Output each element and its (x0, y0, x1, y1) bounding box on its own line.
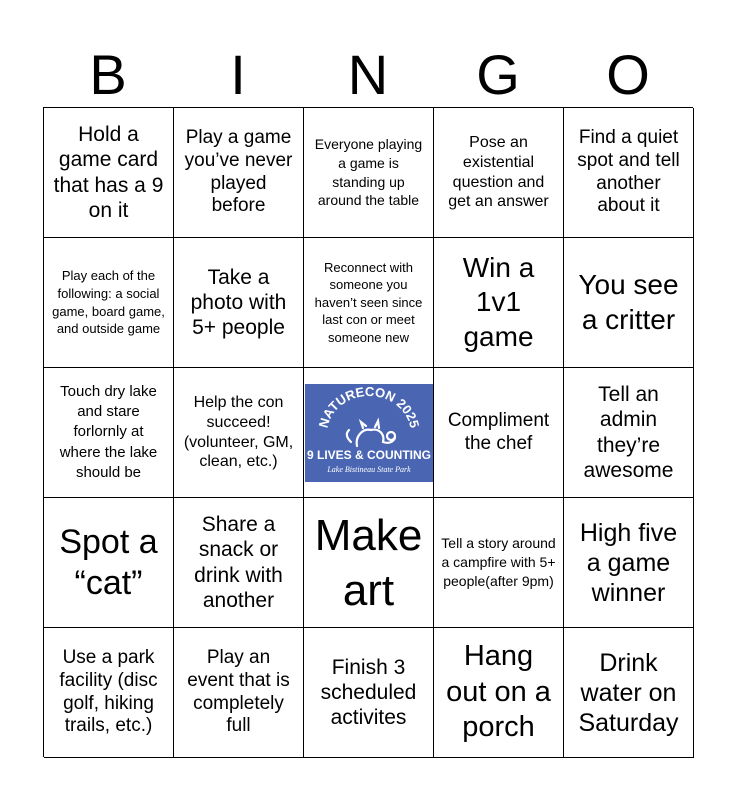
logo-location: Lake Bistineau State Park (326, 464, 411, 474)
logo-art (305, 384, 433, 482)
bingo-cell-r4c4[interactable]: Tell a story around a campfire with 5+ people(after 9pm) (434, 498, 564, 628)
bingo-header (43, 44, 693, 106)
bingo-cell-free-logo[interactable] (304, 368, 434, 498)
logo-subtitle: 9 LIVES & COUNTING (306, 447, 431, 462)
bingo-cell-r5c2[interactable]: Play an event that is completely full (174, 628, 304, 758)
naturecon-logo (305, 384, 433, 482)
bingo-cell-r1c3[interactable]: Everyone playing a game is standing up around the table (304, 108, 434, 238)
logo-title-text: NATURECON 2025 (315, 383, 422, 429)
bingo-cell-r5c3[interactable]: Finish 3 scheduled activites (304, 628, 434, 758)
bingo-cell-r4c2[interactable]: Share a snack or drink with another (174, 498, 304, 628)
bingo-cell-r5c1[interactable]: Use a park facility (disc golf, hiking trails, etc.) (44, 628, 174, 758)
bingo-cell-r2c3[interactable]: Reconnect with someone you haven’t seen since last con or meet someone new (304, 238, 434, 368)
bingo-cell-r1c4[interactable]: Pose an existential question and get an answer (434, 108, 564, 238)
bingo-cell-r3c4[interactable]: Compliment the chef (434, 368, 564, 498)
bingo-cell-r2c1[interactable]: Play each of the following: a social game, board game, and outside game (44, 238, 174, 368)
bingo-cell-r3c1[interactable]: Touch dry lake and stare forlornly at where the lake should be (44, 368, 174, 498)
bingo-cell-r4c1[interactable]: Spot a “cat” (44, 498, 174, 628)
bingo-cell-r5c4[interactable]: Hang out on a porch (434, 628, 564, 758)
bingo-cell-r2c5[interactable]: You see a critter (564, 238, 694, 368)
bingo-grid (43, 107, 693, 757)
bingo-cell-r1c2[interactable]: Play a game you’ve never played before (174, 108, 304, 238)
bingo-cell-r5c5[interactable]: Drink water on Saturday (564, 628, 694, 758)
bingo-cell-r1c5[interactable]: Find a quiet spot and tell another about it (564, 108, 694, 238)
header-letter-g: G (476, 43, 520, 106)
bingo-cell-r1c1[interactable]: Hold a game card that has a 9 on it (44, 108, 174, 238)
bingo-cell-r4c5[interactable]: High five a game winner (564, 498, 694, 628)
logo-title-arc (315, 384, 422, 429)
bingo-cell-r2c4[interactable]: Win a 1v1 game (434, 238, 564, 368)
cat-silhouette-icon (346, 421, 394, 446)
header-letter-i: I (230, 43, 246, 106)
header-letter-b: B (89, 43, 127, 106)
bingo-cell-r3c2[interactable]: Help the con succeed! (volunteer, GM, clean, etc.) (174, 368, 304, 498)
bingo-cell-r2c2[interactable]: Take a photo with 5+ people (174, 238, 304, 368)
bingo-cell-r3c5[interactable]: Tell an admin they’re awesome (564, 368, 694, 498)
header-letter-o: O (606, 43, 650, 106)
header-letter-n: N (347, 43, 389, 106)
bingo-cell-r4c3[interactable]: Make art (304, 498, 434, 628)
